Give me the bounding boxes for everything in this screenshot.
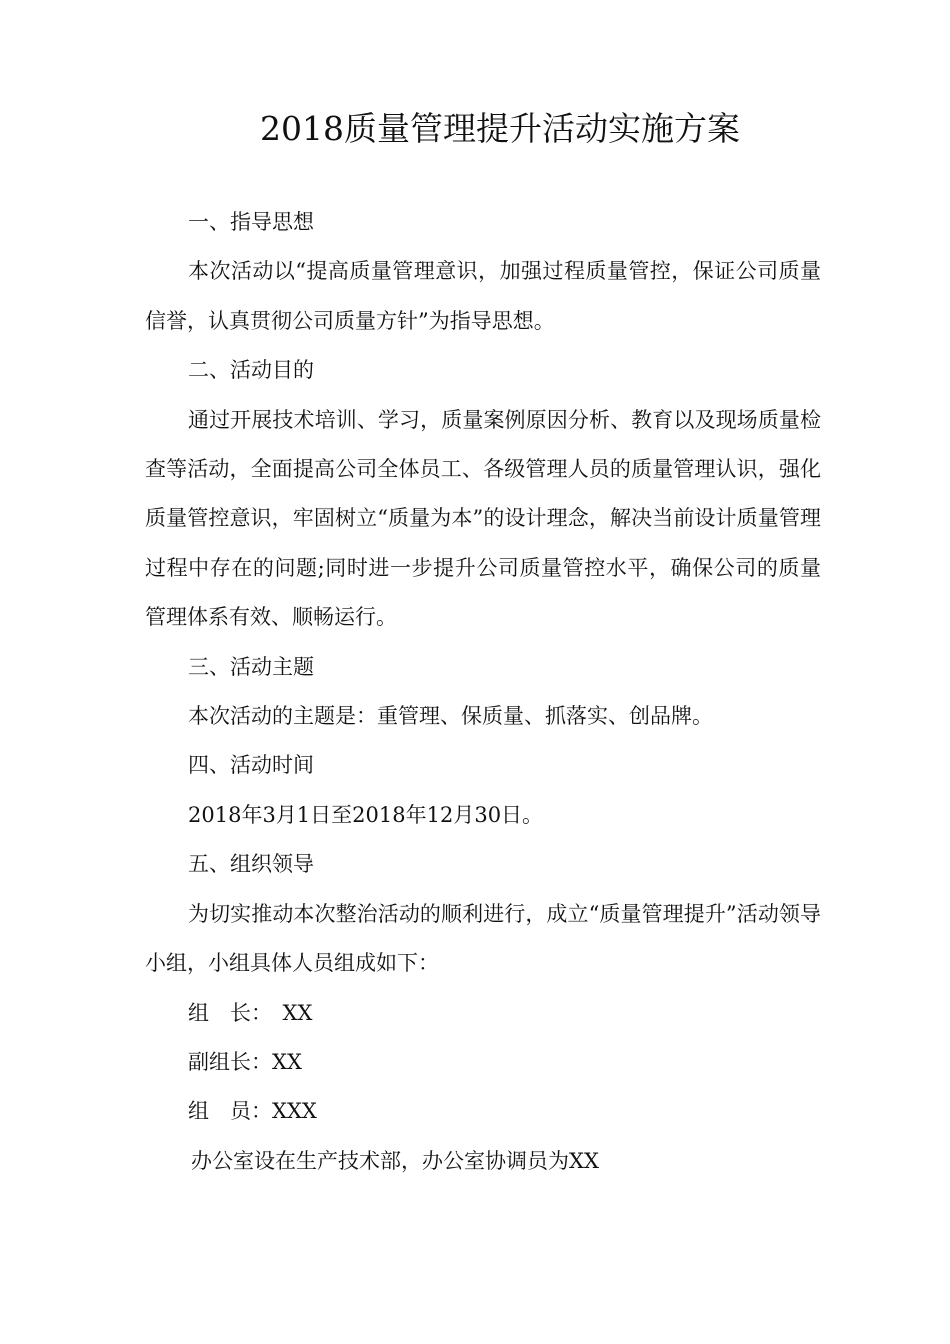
document-title: 2018质量管理提升活动实施方案 xyxy=(260,109,740,148)
section-heading-activity-purpose: 二、活动目的 xyxy=(188,358,314,383)
paragraph-activity-theme: 本次活动的主题是：重管理、保质量、抓落实、创品牌。 xyxy=(188,704,713,729)
paragraph-activity-time: 2018年3月1日至2018年12月30日。 xyxy=(188,802,544,827)
section-heading-guiding-ideology: 一、指导思想 xyxy=(188,210,314,234)
member-leader: 组 长： XX xyxy=(188,1000,313,1025)
paragraph-activity-purpose: 通过开展技术培训、学习，质量案例原因分析、教育以及现场质量检查等活动，全面提高公司全体员工、各级管理人员的质量管理认识，强化质量管控意识，牢固树立“质量为本”的设计理念，解决当前设计质量管理过程中存在的问题;同时进一步提升公司质量管控水平，确保公司的质量管理体系有效、顺畅运行。 xyxy=(145,407,821,630)
document-body xyxy=(145,198,821,1186)
section-heading-activity-time: 四、活动时间 xyxy=(188,753,314,778)
section-heading-organization-leadership: 五、组织领导 xyxy=(188,852,314,877)
section-heading-activity-theme: 三、活动主题 xyxy=(188,654,314,679)
member-members: 组 员：XXX xyxy=(188,1099,317,1124)
paragraph-organization-leadership: 为切实推动本次整治活动的顺利进行，成立“质量管理提升”活动领导小组，小组具体人员组成如下： xyxy=(145,901,821,976)
office-location-note: 办公室设在生产技术部，办公室协调员为XX xyxy=(191,1148,599,1173)
paragraph-guiding-ideology: 本次活动以“提高质量管理意识，加强过程质量管控，保证公司质量信誉，认真贯彻公司质量方针”为指导思想。 xyxy=(145,259,821,333)
member-deputy-leader: 副组长：XX xyxy=(188,1049,302,1074)
